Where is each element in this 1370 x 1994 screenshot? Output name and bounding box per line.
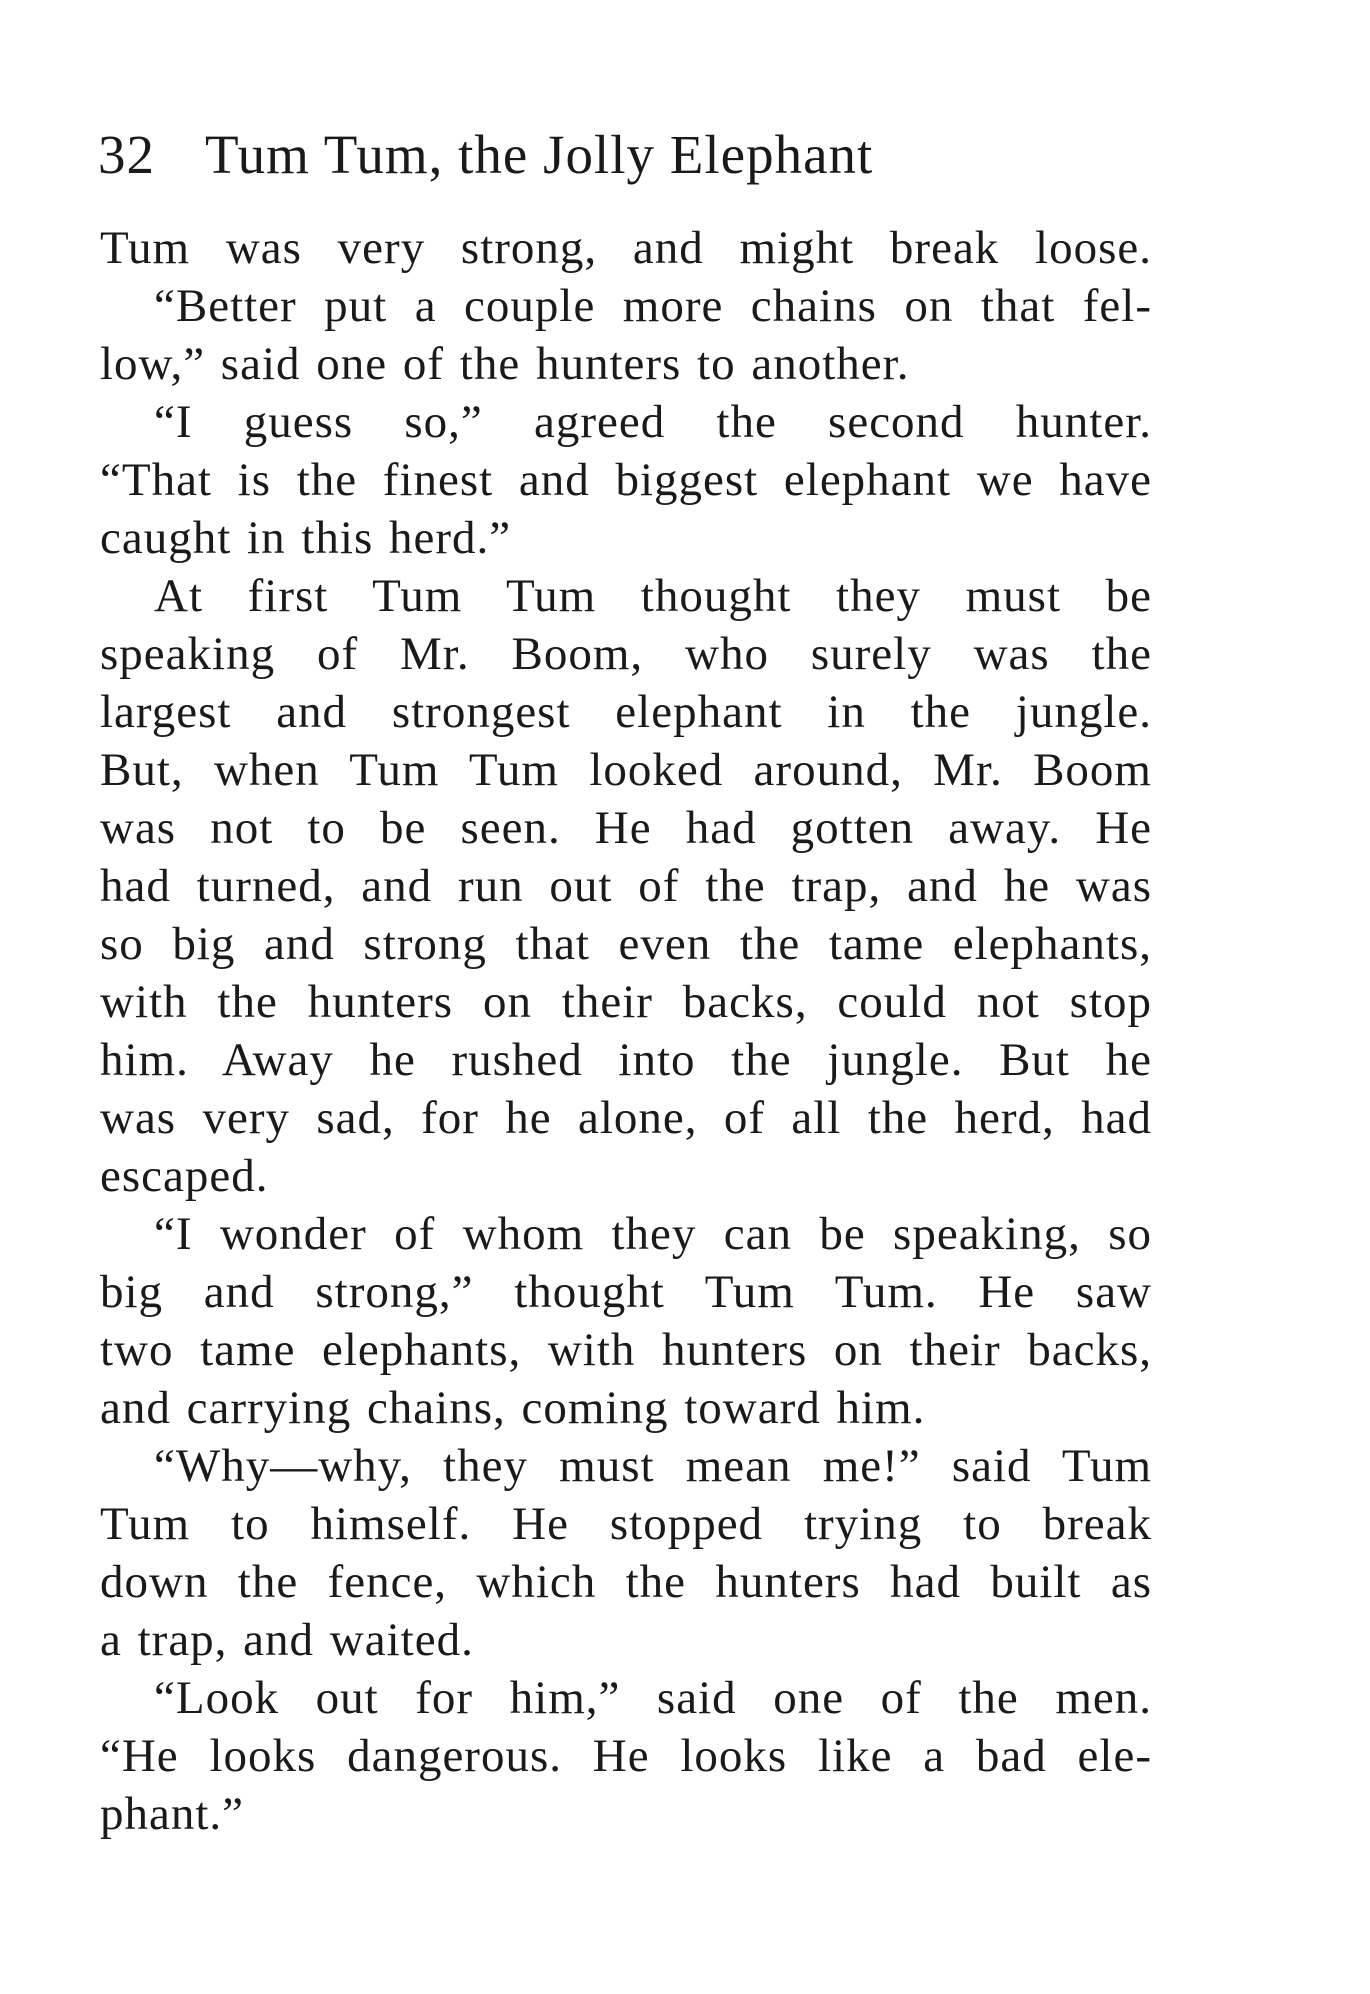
text-line: phant.” — [100, 1788, 245, 1840]
text-line: caught in this herd.” — [100, 512, 512, 564]
text-line: two tame elephants, with hunters on their backs, — [100, 1324, 1152, 1376]
text-line: so big and strong that even the tame elephants, — [100, 918, 1152, 970]
text-line: and carrying chains, coming toward him. — [100, 1382, 926, 1434]
text-line: big and strong,” thought Tum Tum. He saw — [100, 1266, 1152, 1318]
text-line: was not to be seen. He had gotten away. He — [100, 802, 1152, 854]
text-line: had turned, and run out of the trap, and he was — [100, 860, 1152, 912]
text-line: “Better put a couple more chains on that fel- — [154, 280, 1152, 332]
body-text — [100, 219, 1152, 1843]
text-line: “That is the finest and biggest elephant we have — [100, 454, 1152, 506]
text-line: Tum was very strong, and might break loose. — [100, 222, 1152, 274]
text-line: Tum to himself. He stopped trying to break — [100, 1498, 1152, 1550]
text-line: was very sad, for he alone, of all the herd, had — [100, 1092, 1152, 1144]
page-number: 32 — [98, 124, 155, 185]
book-title: Tum Tum, the Jolly Elephant — [205, 124, 874, 185]
text-line: “Look out for him,” said one of the men. — [154, 1672, 1152, 1724]
text-line: But, when Tum Tum looked around, Mr. Boom — [100, 744, 1152, 796]
text-line: “Why—why, they must mean me!” said Tum — [154, 1440, 1152, 1492]
text-line: At first Tum Tum thought they must be — [154, 570, 1152, 622]
text-line: “I wonder of whom they can be speaking, so — [154, 1208, 1152, 1260]
text-line: with the hunters on their backs, could not stop — [100, 976, 1152, 1028]
text-line: low,” said one of the hunters to another. — [100, 338, 910, 390]
text-line: him. Away he rushed into the jungle. But he — [100, 1034, 1152, 1086]
running-head — [98, 120, 1158, 190]
text-line: speaking of Mr. Boom, who surely was the — [100, 628, 1152, 680]
text-line: “He looks dangerous. He looks like a bad ele- — [100, 1730, 1152, 1782]
text-line: down the fence, which the hunters had built as — [100, 1556, 1152, 1608]
text-line: escaped. — [100, 1150, 269, 1202]
text-line: largest and strongest elephant in the jungle. — [100, 686, 1152, 738]
text-line: a trap, and waited. — [100, 1614, 474, 1666]
text-line: “I guess so,” agreed the second hunter. — [154, 396, 1152, 448]
